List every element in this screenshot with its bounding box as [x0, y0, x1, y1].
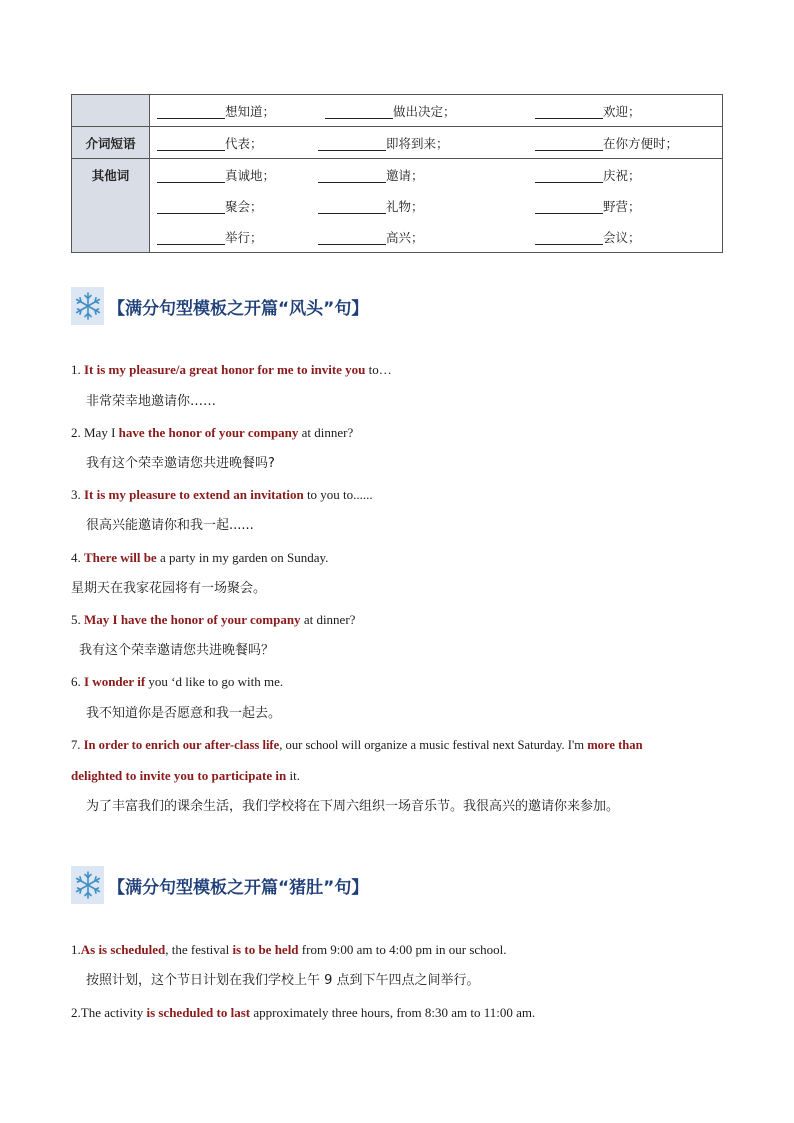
- sentence-en: [71, 1004, 535, 1022]
- table-category: [72, 95, 150, 127]
- table-category: 其他词: [72, 159, 150, 253]
- answer-blank[interactable]: [535, 135, 603, 151]
- key-phrase: In order to enrich our after-class life: [83, 738, 280, 752]
- vocab-item: 高兴；: [386, 229, 424, 245]
- key-phrase: have the honor of your company: [118, 425, 299, 440]
- sentence-en-cont: [71, 767, 300, 785]
- sentence-number: 4.: [71, 550, 84, 565]
- table-row: [72, 159, 723, 253]
- table-row: [72, 127, 723, 159]
- vocab-item: 即将到来；: [386, 135, 449, 151]
- sentence-text: to you to......: [303, 487, 373, 502]
- vocabulary-table: [71, 94, 723, 253]
- sentence-text: it.: [286, 768, 300, 783]
- key-phrase: It is my pleasure to extend an invitation: [84, 487, 304, 502]
- answer-blank[interactable]: [535, 103, 603, 119]
- answer-blank[interactable]: [318, 167, 386, 183]
- vocab-item: 庆祝；: [603, 167, 641, 183]
- vocab-item: 想知道；: [225, 103, 276, 119]
- vocab-item: 礼物；: [386, 198, 424, 214]
- vocab-item: 聚会；: [225, 198, 263, 214]
- sentence-en: [71, 941, 507, 959]
- key-phrase: It is my pleasure/a great honor for me to invite you: [84, 362, 366, 377]
- sentence-en: [71, 549, 328, 567]
- sentence-text: from 9:00 am to 4:00 pm in our school.: [298, 942, 507, 957]
- sentence-cn: 我不知道你是否愿意和我一起去。: [86, 706, 282, 721]
- vocab-item: 举行；: [225, 229, 263, 245]
- answer-blank[interactable]: [157, 198, 225, 214]
- snowflake-icon: [71, 287, 104, 325]
- sentence-text: to…: [365, 362, 392, 377]
- section-title: 【满分句型模板之开篇“风头”句】: [108, 298, 369, 319]
- answer-blank[interactable]: [535, 167, 603, 183]
- sentence-cn: 我有这个荣幸邀请您共进晚餐吗?: [86, 456, 275, 471]
- sentence-text: , our school will organize a music festival next Saturday. I'm: [279, 738, 588, 752]
- section-title: 【满分句型模板之开篇“猪肚”句】: [108, 877, 369, 898]
- sentence-number: 5.: [71, 612, 84, 627]
- vocab-item: 做出决定；: [393, 103, 456, 119]
- vocab-item: 欢迎；: [603, 103, 641, 119]
- sentence-en: [71, 736, 723, 754]
- sentence-en: [71, 361, 392, 379]
- answer-blank[interactable]: [535, 229, 603, 245]
- vocab-item: 野营；: [603, 198, 641, 214]
- table-category: 介词短语: [72, 127, 150, 159]
- sentence-number: 3.: [71, 487, 84, 502]
- sentence-en: [71, 673, 283, 691]
- sentence-number: 7.: [71, 738, 84, 752]
- sentence-cn: 星期天在我家花园将有一场聚会。: [71, 581, 267, 596]
- sentence-cn: 按照计划，这个节日计划在我们学校上午 9 点到下午四点之间举行。: [86, 973, 480, 988]
- snowflake-icon: [71, 866, 104, 904]
- sentence-text: you ‘d like to go with me.: [145, 674, 284, 689]
- sentence-cn: 非常荣幸地邀请你……: [86, 394, 217, 409]
- sentence-text: a party in my garden on Sunday.: [156, 550, 329, 565]
- answer-blank[interactable]: [318, 135, 386, 151]
- key-phrase: May I have the honor of your company: [84, 612, 301, 627]
- sentence-en: [71, 611, 355, 629]
- answer-blank[interactable]: [157, 103, 225, 119]
- answer-blank[interactable]: [318, 198, 386, 214]
- sentence-text: , the festival: [165, 942, 233, 957]
- sentence-cn: 为了丰富我们的课余生活，我们学校将在下周六组织一场音乐节。我很高兴的邀请你来参加。: [86, 799, 620, 814]
- vocab-item: 邀请；: [386, 167, 424, 183]
- answer-blank[interactable]: [535, 198, 603, 214]
- key-phrase: is scheduled to last: [146, 1005, 251, 1020]
- sentence-en: [71, 486, 373, 504]
- sentence-text: 2. May I: [71, 425, 119, 440]
- table-row: [72, 95, 723, 127]
- vocab-item: 在你方便时；: [603, 135, 679, 151]
- key-phrase: more than: [587, 738, 643, 752]
- answer-blank[interactable]: [325, 103, 393, 119]
- key-phrase: is to be held: [232, 942, 299, 957]
- key-phrase: As is scheduled: [80, 942, 166, 957]
- key-phrase: There will be: [84, 550, 157, 565]
- sentence-text: at dinner?: [298, 425, 354, 440]
- sentence-number: 1.: [71, 362, 84, 377]
- answer-blank[interactable]: [318, 229, 386, 245]
- vocab-item: 代表；: [225, 135, 263, 151]
- sentence-text: 2.The activity: [71, 1005, 147, 1020]
- section-header: [71, 287, 368, 325]
- sentence-number: 6.: [71, 674, 84, 689]
- sentence-text: at dinner?: [300, 612, 356, 627]
- vocab-item: 真诚地；: [225, 167, 276, 183]
- answer-blank[interactable]: [157, 135, 225, 151]
- sentence-cn: 我有这个荣幸邀请您共进晚餐吗？: [79, 643, 275, 658]
- key-phrase: delighted to invite you to participate in: [71, 768, 287, 783]
- sentence-text: approximately three hours, from 8:30 am to 11:00 am.: [250, 1005, 536, 1020]
- sentence-en: [71, 424, 353, 442]
- sentence-cn: 很高兴能邀请你和我一起......: [86, 518, 254, 533]
- answer-blank[interactable]: [157, 167, 225, 183]
- sentence-number: 1.: [71, 942, 81, 957]
- answer-blank[interactable]: [157, 229, 225, 245]
- vocab-item: 会议；: [603, 229, 641, 245]
- key-phrase: I wonder if: [84, 674, 146, 689]
- section-header: [71, 866, 368, 904]
